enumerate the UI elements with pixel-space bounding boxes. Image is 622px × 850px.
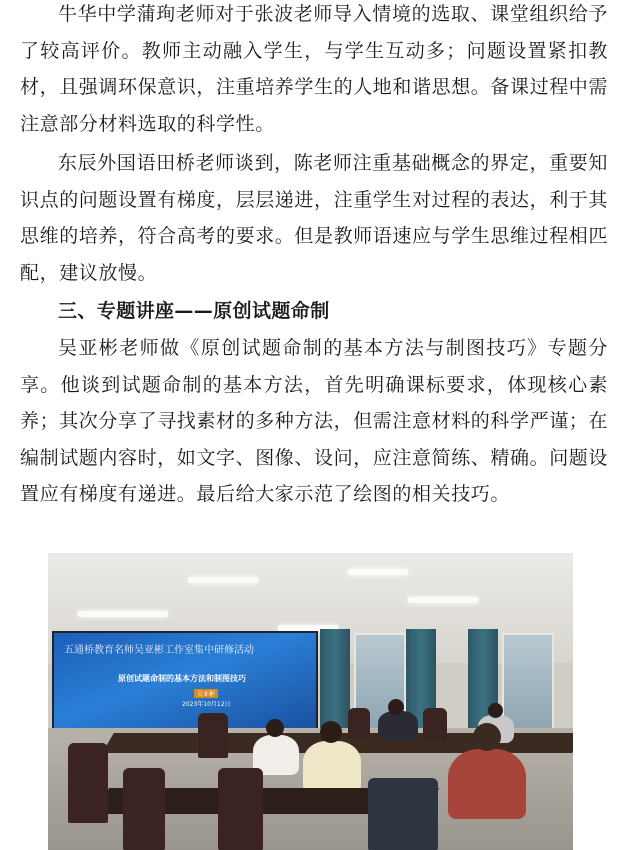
curtain [320, 629, 350, 733]
chair [218, 768, 263, 850]
screen-date: 2023年10月12日 [182, 701, 231, 708]
screen-main-title: 原创试题命制的基本方法和制图技巧 [118, 674, 246, 683]
section-heading-lecture: 三、专题讲座——原创试题命制 [58, 300, 330, 322]
attendee-head [388, 699, 404, 715]
screen-title: 五通桥教育名师吴亚彬工作室集中研修活动 [64, 645, 254, 656]
window [502, 633, 554, 732]
ceiling-light [408, 597, 478, 603]
screen-author: 吴亚彬 [194, 689, 218, 698]
ceiling-light [78, 611, 168, 617]
paragraph-evaluation-tian: 东辰外国语田桥老师谈到，陈老师注重基础概念的界定，重要知识点的问题设置有梯度，层层递进，注重学生对过程的表达，利于其思维的培养，符合高考的要求。但是教师语速应与学生思维过程相匹配，建议放慢。 [20, 152, 609, 284]
chair [68, 743, 108, 823]
chair [123, 768, 165, 850]
chair [348, 708, 370, 738]
attendee [303, 741, 361, 793]
attendee [448, 749, 526, 819]
paragraph-lecture-summary: 吴亚彬老师做《原创试题命制的基本方法与制图技巧》专题分享。他谈到试题命制的基本方法，首先明确课标要求，体现核心素养；其次分享了寻找素材的多种方法，但需注意材料的科学严谨；在编制试题内容时，如文字、图像、设问，应注意简练、精确。问题设置应有梯度有递进。最后给大家示范了绘图的相关技巧。 [20, 337, 609, 505]
attendee-head [320, 721, 342, 743]
chair [368, 778, 438, 850]
ceiling-light [348, 569, 408, 575]
chair [423, 708, 447, 740]
meeting-photo [48, 553, 573, 850]
chair [198, 713, 228, 758]
paragraph-evaluation-pu: 牛华中学蒲珣老师对于张波老师导入情境的选取、课堂组织给予了较高评价。教师主动融入学生，与学生互动多；问题设置紧扣教材，且强调环保意识，注重培养学生的人地和谐思想。备课过程中需注意部分材料选取的科学性。 [20, 3, 609, 135]
attendee [378, 711, 418, 741]
attendee-head [473, 723, 501, 751]
attendee-head [488, 703, 503, 718]
ceiling-light [188, 577, 258, 583]
attendee-head [266, 719, 284, 737]
